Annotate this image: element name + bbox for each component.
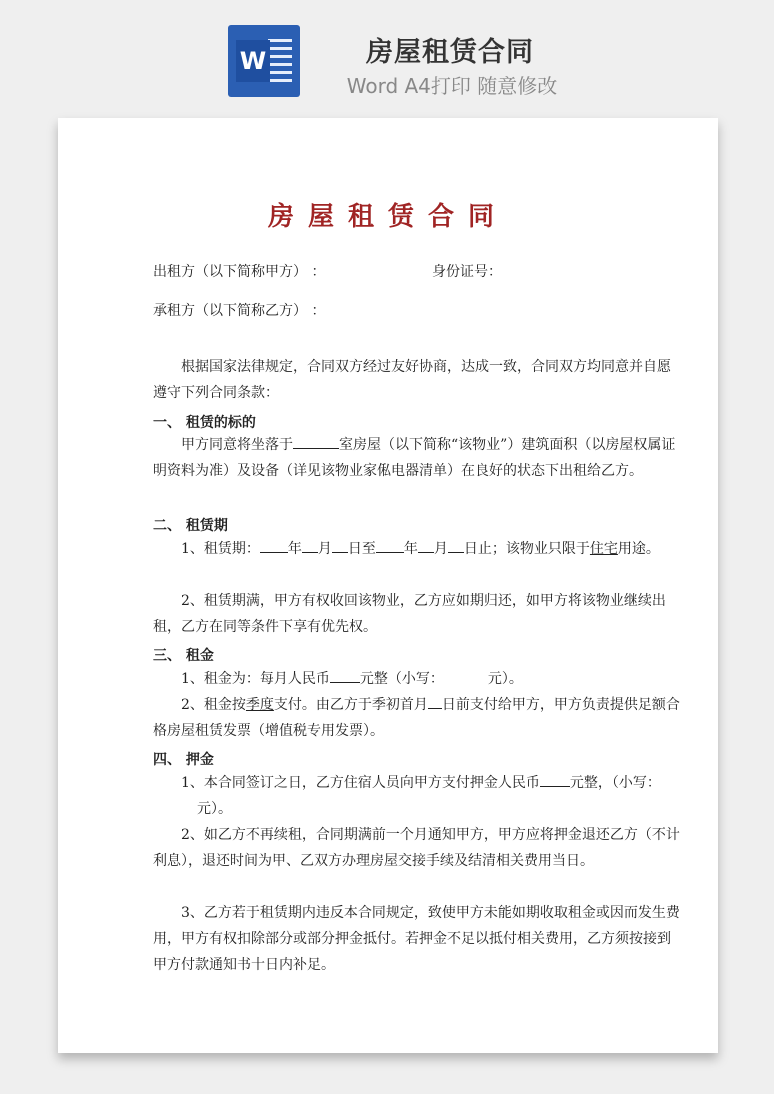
section-2-heading: 二、 租赁期 [153,518,228,534]
section-1-heading: 一、 租赁的标的 [153,415,256,431]
year-blank [376,538,404,553]
s2-text-end: 用途。 [617,541,660,557]
section-3-paragraph-1 [153,666,683,692]
id-number-label: 身份证号： [432,264,502,280]
s2-year2: 年 [403,541,418,557]
s3p2-text-a: 2、租金按 [181,697,246,713]
s1-text-a: 甲方同意将坐落于 [181,437,293,453]
s2-text-a: 1、租赁期： [181,541,260,557]
s2-month2: 月 [433,541,448,557]
year-blank [260,538,288,553]
s4-text-c: 元）。 [197,801,232,817]
s3p2-text-c: 日前支付给甲方，甲方负责提供足额合格房屋租赁发票（增值税专用发票）。 [153,697,680,739]
s3-text-c: 元）。 [487,671,523,687]
section-3-heading: 三、 租金 [153,648,214,664]
month-blank [418,538,434,553]
month-blank [302,538,318,553]
lessee-label: 承租方（以下简称乙方） ： [153,303,326,319]
section-4-heading: 四、 押金 [153,752,214,768]
lessor-label: 出租方（以下简称甲方） ： [153,264,326,280]
day-blank [332,538,348,553]
s1-text-b: 室房屋（以下简称“该物业”）建筑面积（以房屋权属证明资料为准）及设备（详见该物业家俬电器清单）在良好的状态下出租给乙方。 [153,437,676,479]
section-4-paragraph-2: 2、如乙方不再续租，合同期满前一个月通知甲方，甲方应将押金退还乙方（不计利息），退还时间为甲、乙双方办理房屋交接手续及结清相关费用当日。 [153,827,680,869]
section-2-paragraph-2: 2、租赁期满，甲方有权收回该物业，乙方应如期归还，如甲方将该物业继续出租，乙方在同等条件下享有优先权。 [153,593,666,635]
document-title: 房屋租赁合同 [267,202,508,232]
day-blank [448,538,464,553]
s2-day1: 日至 [347,541,376,557]
s3-text-a: 1、租金为：每月人民币 [181,671,330,687]
header-subtitle: Word A4打印 随意修改 [346,74,558,98]
section-1-paragraph [153,432,683,484]
rent-blank [330,668,360,683]
payment-period: 季度 [245,697,274,713]
document-lines-icon [268,39,292,87]
section-2-paragraph-1 [153,536,683,562]
s2-year1: 年 [287,541,302,557]
day-blank [428,694,442,709]
section-4-paragraph-3: 3、乙方若于租赁期内违反本合同规定，致使甲方未能如期收取租金或因而发生费用，甲方有权扣除部分或部分押金抵付。若押金不足以抵付相关费用，乙方须按接到甲方付款通知书十日内补足。 [153,905,680,973]
s2-month1: 月 [317,541,332,557]
usage-type: 住宅 [589,541,618,557]
header [0,0,774,110]
lessor-line [153,261,325,281]
header-title: 房屋租赁合同 [366,37,534,68]
s4-text-a: 1、本合同签订之日，乙方住宿人员向甲方支付押金人民币 [181,775,540,791]
document-page [58,118,718,1053]
s3p2-text-b: 支付。由乙方于季初首月 [273,697,428,713]
s2-day2: 日止；该物业只限于 [463,541,590,557]
address-blank [293,434,339,449]
intro-paragraph: 根据国家法律规定，合同双方经过友好协商，达成一致，合同双方均同意并自愿遵守下列合同条款： [153,359,671,401]
section-4-paragraph-1 [153,770,683,822]
word-icon [228,25,300,97]
deposit-blank [540,772,570,787]
s4-text-b: 元整，（小写： [569,775,661,791]
s3-text-b: 元整（小写： [359,671,444,687]
word-letter: W [236,40,270,82]
section-3-paragraph-2 [153,692,683,744]
